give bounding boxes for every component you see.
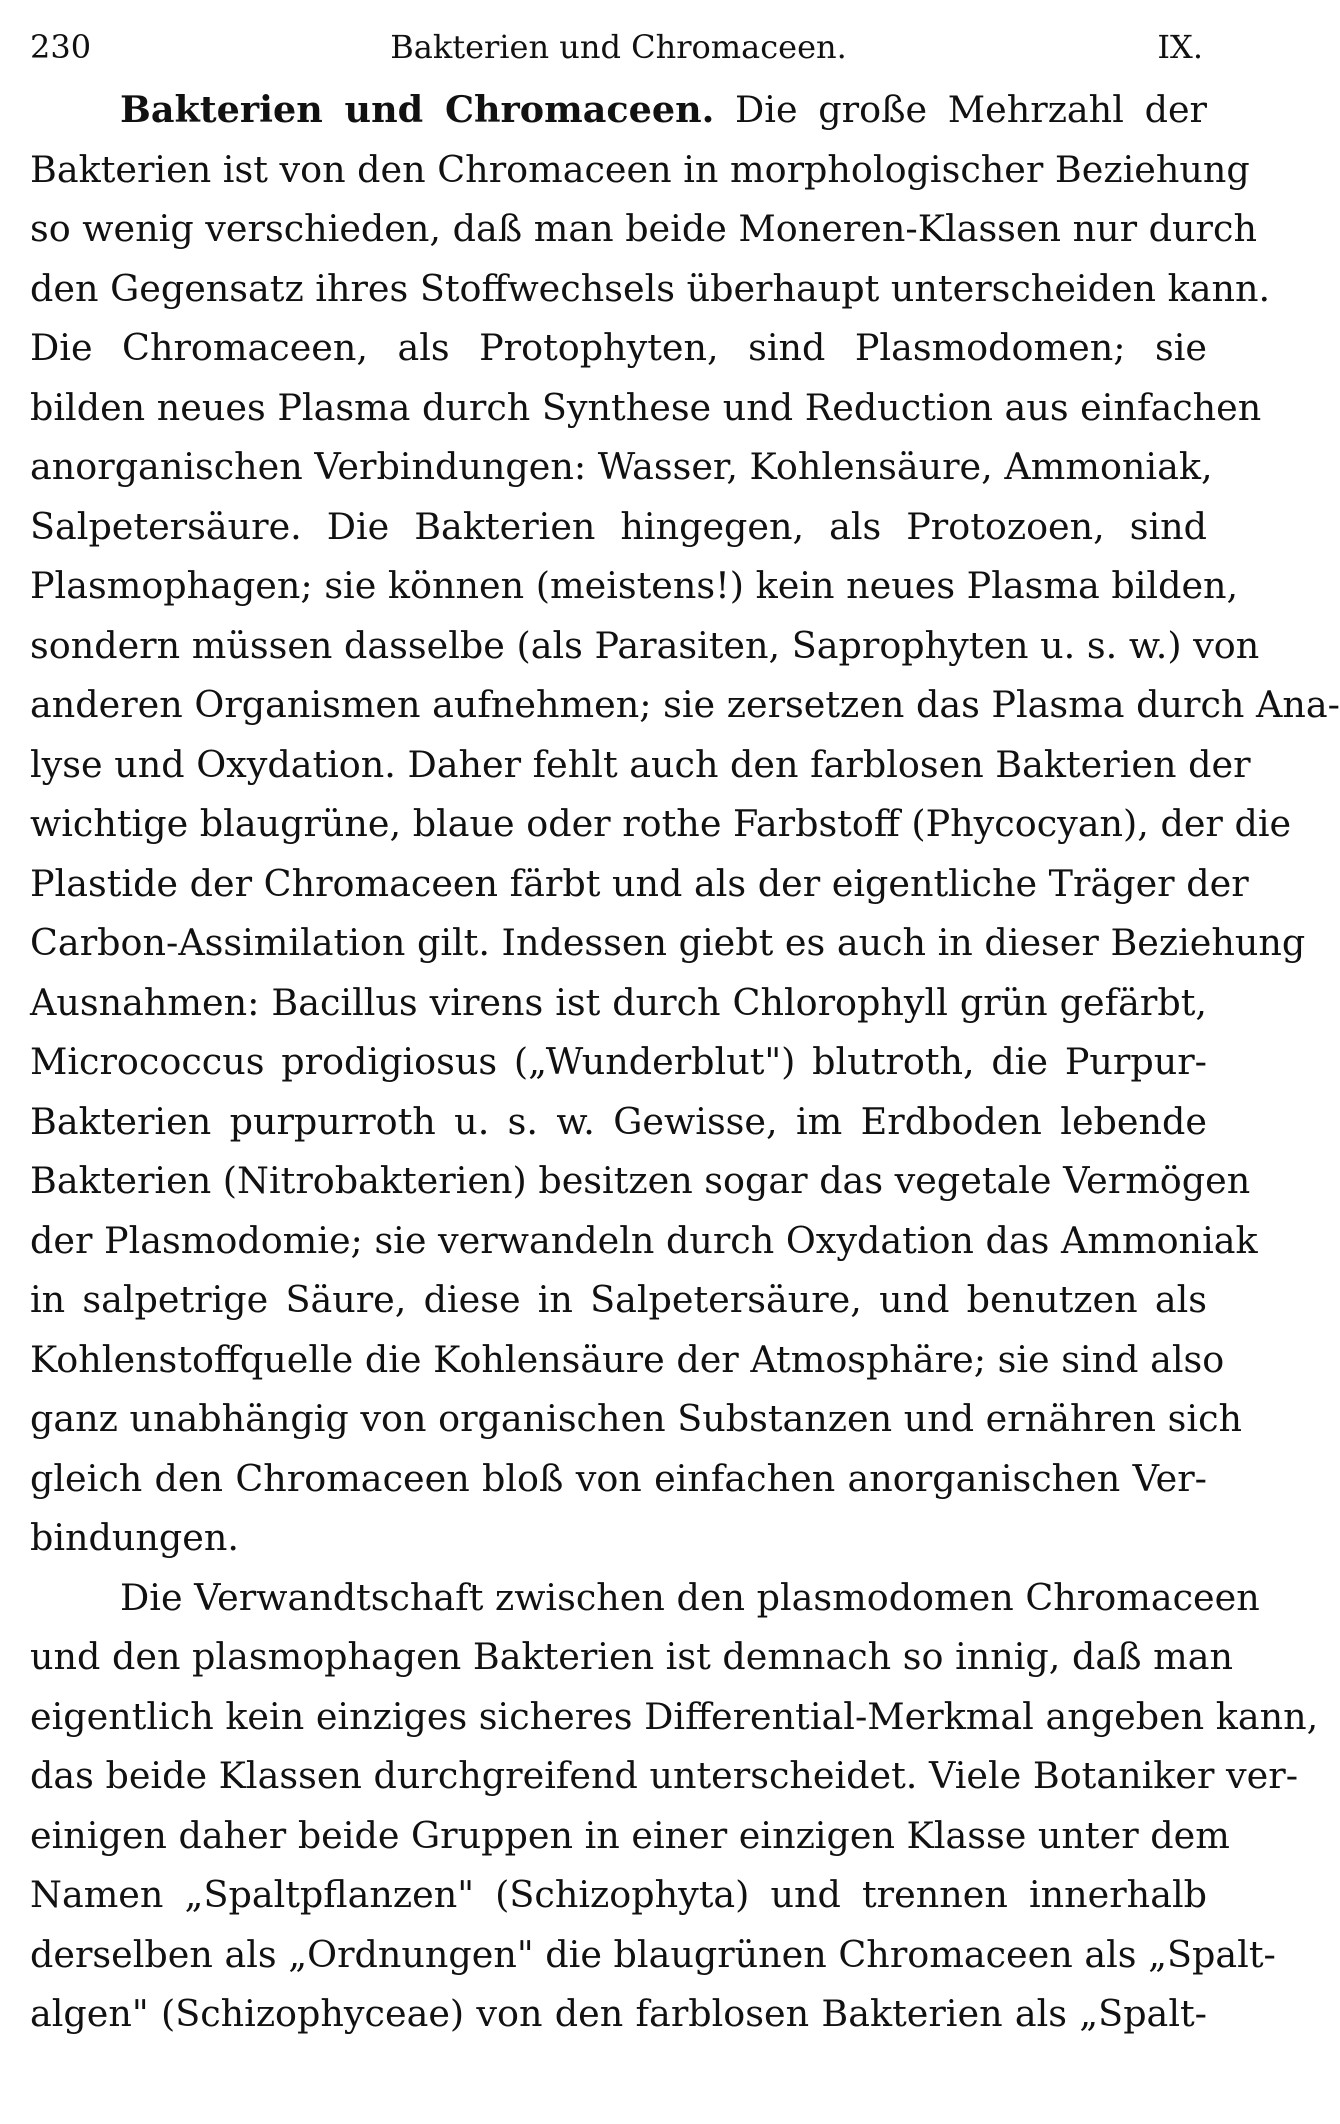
text-line: so wenig verschieden, daß man beide Moneren-Klassen nur durch	[30, 207, 1257, 250]
text-line: lyse und Oxydation. Daher fehlt auch den farblosen Bakterien der	[30, 742, 1251, 786]
text-line: Ausnahmen: Bacillus virens ist durch Chlorophyll grün gefärbt,	[30, 980, 1207, 1024]
page-body	[30, 80, 1340, 2044]
text-line: Plasmophagen; sie können (meistens!) kein neues Plasma bilden,	[30, 564, 1239, 607]
line-text: Die große Mehrzahl der	[714, 88, 1207, 131]
lead-heading: Bakterien und Chromaceen.	[120, 88, 715, 131]
text-line: Salpetersäure. Die Bakterien hingegen, als Protozoen, sind	[30, 504, 1207, 548]
section-number: IX.	[1157, 28, 1203, 66]
page-header	[30, 28, 1207, 80]
text-line: Bakterien purpurroth u. s. w. Gewisse, im Erdboden lebende	[30, 1099, 1207, 1143]
text-line: bilden neues Plasma durch Synthese und Reduction aus einfachen	[30, 385, 1262, 429]
text-line: Die Chromaceen, als Protophyten, sind Plasmodomen; sie	[30, 326, 1207, 369]
text-line: einigen daher beide Gruppen in einer einzigen Klasse unter dem	[30, 1813, 1230, 1857]
text-line: Micrococcus prodigiosus („Wunderblut") blutroth, die Purpur-	[30, 1040, 1207, 1083]
text-line: Namen „Spaltpflanzen" (Schizophyta) und trennen innerhalb	[30, 1873, 1207, 1916]
text-line: anorganischen Verbindungen: Wasser, Kohlensäure, Ammoniak,	[30, 445, 1213, 488]
text-line: gleich den Chromaceen bloß von einfachen anorganischen Ver-	[30, 1456, 1207, 1500]
text-line: in salpetrige Säure, diese in Salpetersäure, und benutzen als	[30, 1278, 1207, 1321]
page-number: 230	[30, 28, 92, 66]
text-line: Plastide der Chromaceen färbt und als der eigentliche Träger der	[30, 861, 1249, 905]
text-line: das beide Klassen durchgreifend unterscheidet. Viele Botaniker ver-	[30, 1754, 1299, 1797]
text-line	[30, 80, 1207, 140]
text-line: eigentlich kein einziges sicheres Differential-Merkmal angeben kann,	[30, 1694, 1319, 1738]
text-line: sondern müssen dasselbe (als Parasiten, Saprophyten u. s. w.) von	[30, 623, 1260, 667]
text-line: wichtige blaugrüne, blaue oder rothe Farbstoff (Phycocyan), der die	[30, 802, 1292, 845]
text-line: Kohlenstoffquelle die Kohlensäure der Atmosphäre; sie sind also	[30, 1337, 1225, 1381]
text-line: anderen Organismen aufnehmen; sie zersetzen das Plasma durch Ana-	[30, 683, 1340, 726]
text-line: Die Verwandtschaft zwischen den plasmodomen Chromaceen	[120, 1575, 1260, 1619]
text-line: Carbon-Assimilation gilt. Indessen giebt es auch in dieser Beziehung	[30, 921, 1306, 964]
text-line: und den plasmophagen Bakterien ist demnach so innig, daß man	[30, 1635, 1233, 1678]
running-title: Bakterien und Chromaceen.	[390, 28, 847, 66]
text-line: ganz unabhängig von organischen Substanzen und ernähren sich	[30, 1397, 1243, 1440]
text-line: den Gegensatz ihres Stoffwechsels überhaupt unterscheiden kann.	[30, 266, 1271, 310]
text-line: Bakterien ist von den Chromaceen in morphologischer Beziehung	[30, 147, 1250, 191]
text-line: derselben als „Ordnungen" die blaugrünen Chromaceen als „Spalt-	[30, 1932, 1276, 1976]
text-line: algen" (Schizophyceae) von den farblosen Bakterien als „Spalt-	[30, 1992, 1207, 2035]
text-line: der Plasmodomie; sie verwandeln durch Oxydation das Ammoniak	[30, 1218, 1258, 1262]
text-line: bindungen.	[30, 1516, 240, 1559]
text-line: Bakterien (Nitrobakterien) besitzen sogar das vegetale Vermögen	[30, 1159, 1251, 1202]
